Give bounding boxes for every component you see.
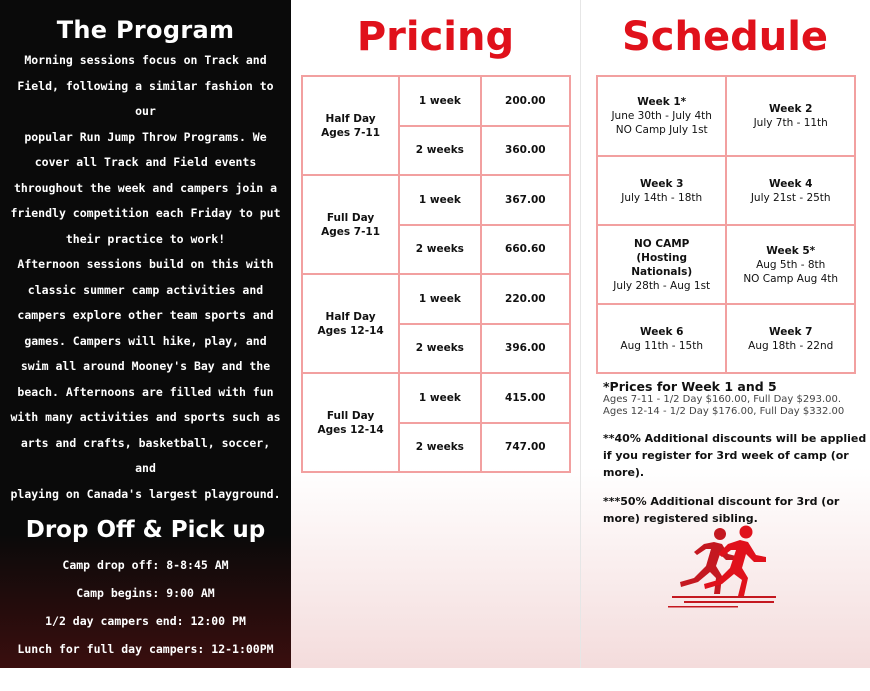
duration-cell: 1 week [399, 373, 480, 423]
notes-price-line: Ages 7-11 - 1/2 Day $160.00, Full Day $293.00. [603, 394, 842, 405]
program-line: their practice to work! [65, 231, 226, 246]
time-item: Lunch for full day campers: 12-1:00PM [17, 642, 274, 656]
schedule-cell: Week 1* June 30th - July 4th NO Camp July 1st [597, 76, 726, 156]
table-row [302, 76, 570, 126]
schedule-cell: Week 3 July 14th - 18th [597, 156, 726, 225]
price-cell: 747.00 [481, 423, 570, 473]
program-title: The Program [56, 16, 235, 44]
table-row [597, 156, 855, 225]
duration-cell: 1 week [399, 76, 480, 126]
time-item: Camp drop off: 8-8:45 AM [62, 558, 229, 572]
table-row [597, 304, 855, 373]
schedule-cell: Week 5* Aug 5th - 8th NO Camp Aug 4th [726, 225, 855, 304]
program-panel [0, 0, 291, 684]
duration-cell: 2 weeks [399, 423, 480, 473]
schedule-cell: Week 7 Aug 18th - 22nd [726, 304, 855, 373]
pricing-group-label: Full Day Ages 7-11 [302, 175, 399, 274]
duration-cell: 1 week [399, 274, 480, 324]
program-line: with many activities and sports such as [10, 410, 281, 424]
table-row [302, 373, 570, 423]
pricing-group-label: Half Day Ages 7-11 [302, 76, 399, 175]
price-cell: 396.00 [481, 324, 570, 374]
schedule-cell: Week 2 July 7th - 11th [726, 76, 855, 156]
time-item: Camp begins: 9:00 AM [76, 586, 215, 600]
price-cell: 660.60 [481, 225, 570, 275]
notes-price-heading: *Prices for Week 1 and 5 [603, 379, 777, 394]
pricing-title: Pricing [356, 14, 515, 60]
price-cell: 367.00 [481, 175, 570, 225]
dropoff-times [0, 551, 291, 691]
program-line: cover all Track and Field events [34, 155, 257, 169]
schedule-title: Schedule [621, 14, 829, 60]
pricing-notes [603, 379, 870, 527]
notes-price-line: Ages 12-14 - 1/2 Day $176.00, Full Day $332.00 [603, 406, 845, 417]
program-line: beach. Afternoons are filled with fun [17, 384, 274, 399]
pricing-group-label: Full Day Ages 12-14 [302, 373, 399, 472]
price-cell: 200.00 [481, 76, 570, 126]
program-line: popular Run Jump Throw Programs. We [24, 129, 267, 144]
table-row [597, 76, 855, 156]
program-description [0, 44, 291, 507]
program-line: games. Campers will hike, play, and [24, 333, 267, 348]
dropoff-title: Drop Off & Pick up [25, 517, 266, 543]
program-line: throughout the week and campers join a [13, 180, 278, 195]
price-cell: 360.00 [481, 126, 570, 176]
duration-cell: 1 week [399, 175, 480, 225]
program-line: campers explore other team sports and [17, 308, 274, 322]
time-item: 1/2 day campers end: 12:00 PM [45, 614, 246, 628]
schedule-table [596, 75, 856, 374]
time-item: Full day campers end: 4:00 PM [45, 670, 246, 684]
program-line: Morning sessions focus on Track and [24, 53, 267, 67]
table-row [597, 225, 855, 304]
program-line: swim all around Mooney's Bay and the [20, 359, 271, 373]
duration-cell: 2 weeks [399, 324, 480, 374]
program-line: Field, following a similar fashion to our [17, 78, 274, 118]
schedule-cell: Week 4 July 21st - 25th [726, 156, 855, 225]
program-line: Afternoon sessions build on this with [17, 257, 274, 271]
pricing-table [301, 75, 571, 473]
discount-note: **40% Additional discounts will be applied if you register for 3rd week of camp (or more). [603, 432, 867, 479]
discount-note: ***50% Additional discount for 3rd (or more) registered sibling. [603, 495, 840, 525]
pricing-group-label: Half Day Ages 12-14 [302, 274, 399, 373]
schedule-cell: NO CAMP (Hosting Nationals) July 28th - Aug 1st [597, 225, 726, 304]
runners-icon [664, 522, 786, 610]
duration-cell: 2 weeks [399, 126, 480, 176]
program-line: playing on Canada's largest playground. [10, 486, 281, 501]
table-row [302, 175, 570, 225]
price-cell: 220.00 [481, 274, 570, 324]
program-line: friendly competition each Friday to put [10, 206, 281, 220]
duration-cell: 2 weeks [399, 225, 480, 275]
schedule-cell: Week 6 Aug 11th - 15th [597, 304, 726, 373]
table-row [302, 274, 570, 324]
program-line: classic summer camp activities and [27, 282, 264, 297]
program-line: arts and crafts, basketball, soccer, and [20, 435, 271, 475]
price-cell: 415.00 [481, 373, 570, 423]
